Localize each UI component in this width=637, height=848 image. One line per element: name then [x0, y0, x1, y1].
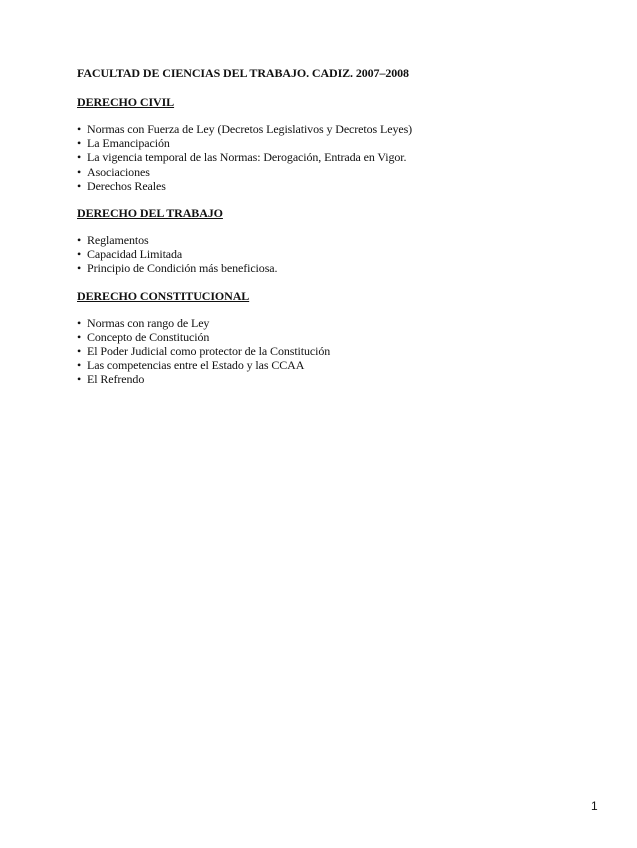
bullet-icon: •: [77, 344, 82, 359]
bullet-list: [77, 316, 597, 387]
bullet-list: [77, 233, 597, 276]
list-item-text: Concepto de Constitución: [87, 329, 210, 344]
bullet-icon: •: [77, 150, 82, 165]
list-item-text: Normas con Fuerza de Ley (Decretos Legislativos y Decretos Leyes): [87, 122, 413, 136]
section-heading: DERECHO DEL TRABAJO: [77, 206, 223, 221]
list-item: [77, 179, 597, 193]
bullet-icon: •: [77, 261, 82, 276]
list-item-text: La vigencia temporal de las Normas: Derogación, Entrada en Vigor.: [87, 150, 407, 165]
list-item: [77, 122, 597, 136]
page-number: 1: [591, 799, 598, 813]
list-item-text: Capacidad Limitada: [87, 247, 183, 262]
bullet-icon: •: [77, 233, 82, 248]
bullet-list: [77, 122, 597, 193]
list-item: [77, 136, 597, 150]
list-item: [77, 344, 597, 358]
document-body: [77, 66, 597, 400]
bullet-icon: •: [77, 178, 82, 193]
list-item-text: Las competencias entre el Estado y las CCAA: [87, 358, 305, 373]
list-item: [77, 165, 597, 179]
list-item-text: Asociaciones: [87, 164, 150, 179]
list-item: [77, 247, 597, 261]
list-item: [77, 358, 597, 372]
section-heading: DERECHO CONSTITUCIONAL: [77, 288, 250, 303]
list-item: [77, 261, 597, 275]
bullet-icon: •: [77, 122, 82, 136]
list-item: [77, 233, 597, 247]
bullet-icon: •: [77, 358, 82, 373]
list-item-text: El Poder Judicial como protector de la Constitución: [87, 344, 331, 359]
section-heading: DERECHO CIVIL: [77, 95, 175, 109]
list-item-text: Normas con rango de Ley: [87, 315, 210, 330]
list-item-text: La Emancipación: [87, 136, 170, 151]
section-derecho-constitucional: [77, 289, 597, 387]
bullet-icon: •: [77, 164, 82, 179]
section-derecho-del-trabajo: [77, 206, 597, 276]
section-derecho-civil: [77, 95, 597, 193]
list-item-text: Reglamentos: [87, 233, 149, 248]
bullet-icon: •: [77, 136, 82, 151]
bullet-icon: •: [77, 372, 82, 387]
list-item-text: Derechos Reales: [87, 178, 166, 193]
list-item: [77, 316, 597, 330]
list-item-text: El Refrendo: [87, 372, 145, 387]
document-title: FACULTAD DE CIENCIAS DEL TRABAJO. CADIZ. 2007–2008: [77, 66, 409, 80]
list-item: [77, 150, 597, 164]
list-item: [77, 372, 597, 386]
bullet-icon: •: [77, 247, 82, 262]
list-item-text: Principio de Condición más beneficiosa.: [87, 261, 278, 276]
bullet-icon: •: [77, 315, 82, 330]
bullet-icon: •: [77, 329, 82, 344]
list-item: [77, 330, 597, 344]
